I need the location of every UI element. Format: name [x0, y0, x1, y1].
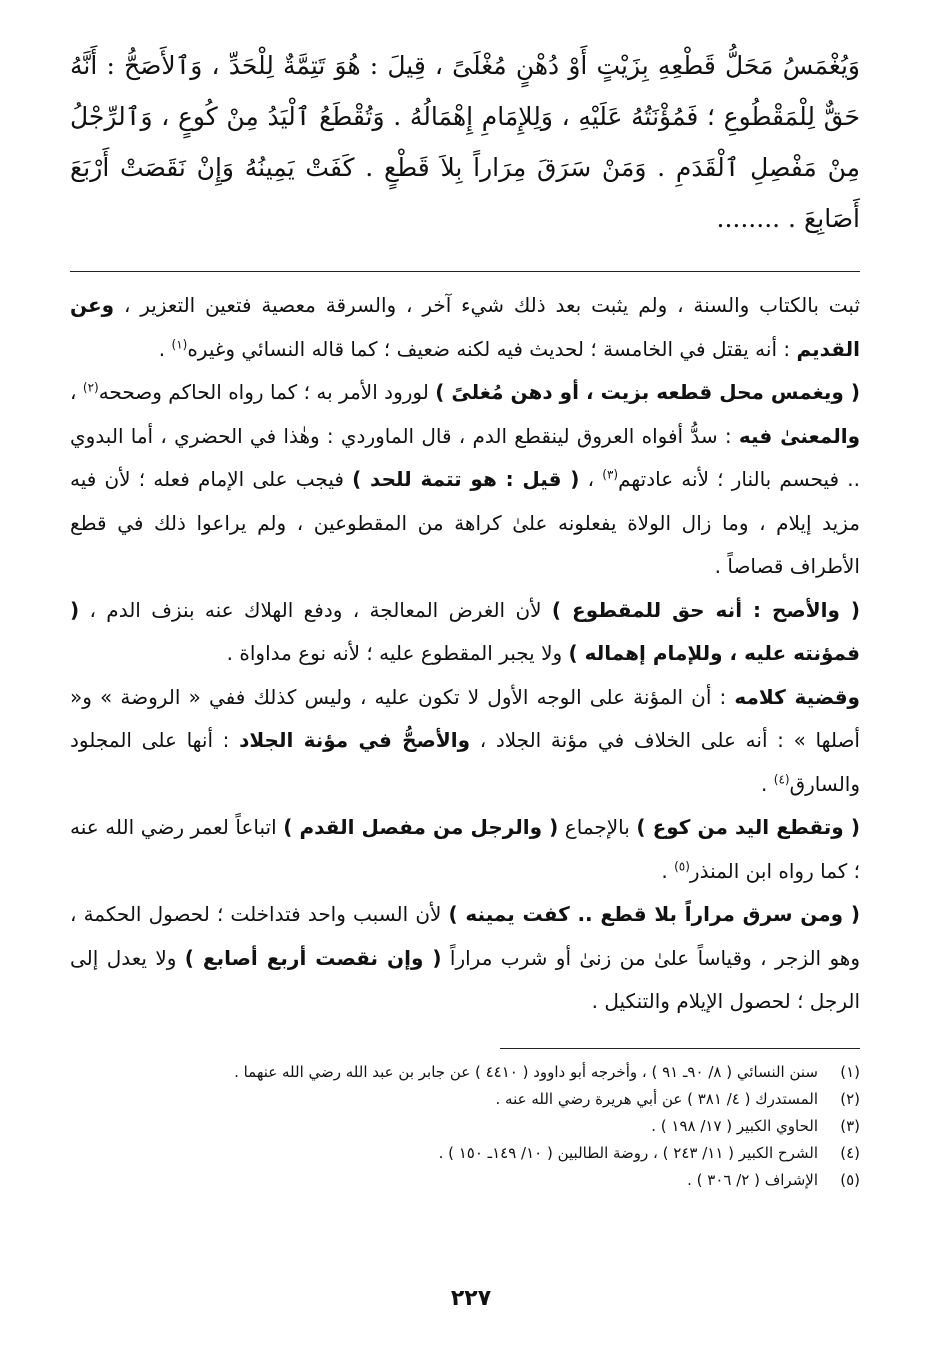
lemma: وعن القديم [70, 293, 860, 361]
lemma: والأصحُّ في مؤنة الجلاد [239, 728, 471, 752]
commentary-text: . [761, 771, 774, 796]
footnote-item [70, 1086, 860, 1113]
footnote-number: (١) [840, 1062, 860, 1081]
lemma: وقضية كلامه [734, 684, 860, 709]
lemma: ( ومن سرق مراراً بلا قطع .. كفت يمينه ) [448, 902, 860, 926]
footnote-number: (٥) [840, 1170, 860, 1189]
commentary-text: لورود الأمر به ؛ كما رواه الحاكم وصححه [98, 380, 436, 404]
commentary-text: : سدُّ أفواه العروق لينقطع الدم ، قال الماوردي : وهٰذا في الحضري ، أما البدوي .. فيحسم بالنار ؛ لأنه عادتهم [70, 423, 860, 491]
commentary-paragraph-4 [70, 676, 860, 807]
matn-body: وَيُغْمَسُ مَحَلُّ قَطْعِهِ بِزَيْتٍ أَوْ دُهْنٍ مُغْلَىً ، قِيلَ : هُوَ تَتِمَّةٌ لِلْحَدِّ ، وَٱلأَصَحُّ : أَنَّهُ حَقٌّ لِلْمَقْطُوعِ ؛ فَمُؤْنَتُهُ عَلَيْهِ ، وَلِلإِمَامِ إِهْمَالُهُ . وَتُقْطَعُ ٱلْيَدُ مِنْ كُوعٍ ، وَٱلرِّجْلُ مِنْ مَفْصِلِ ٱلْقَدَمِ . وَمَنْ سَرَقَ مِرَاراً بِلاَ قَطْعٍ . كَفَتْ يَمِينُهُ وَإِنْ نَقَصَتْ أَرْبَعَ أَصَابِعَ . [70, 51, 860, 233]
commentary-paragraph-3 [70, 589, 860, 676]
lemma: ( والأصح : أنه حق للمقطوع ) [551, 597, 860, 622]
commentary-paragraph-6 [70, 893, 860, 1024]
footnote-item [70, 1113, 860, 1140]
footnote-number: (٤) [840, 1143, 860, 1162]
matn-text [70, 40, 860, 244]
lemma: ( والرجل من مفصل القدم ) [283, 815, 559, 839]
lemma: ( فمؤنته عليه ، وللإمام إهماله ) [70, 597, 860, 665]
footnote-text: المستدرك ( ٤/ ٣٨١ ) عن أبي هريرة رضي الله عنه . [495, 1089, 818, 1108]
book-page [70, 40, 860, 1372]
commentary-text: بالإجماع [558, 815, 637, 839]
footnote-ref-4[interactable]: (٤) [773, 771, 790, 786]
commentary-text: . [158, 336, 172, 361]
commentary-text: : أنه يقتل في الخامسة ؛ لحديث فيه لكنه ضعيف ؛ كما قاله النسائي وغيره [187, 336, 791, 361]
commentary-text: : أن المؤنة على الوجه الأول لا تكون عليه ، وليس كذلك ففي « الروضة » و« أصلها » : أنه على الخلاف في مؤنة الجلاد ، [70, 684, 860, 752]
lemma: ( ويغمس محل قطعه بزيت ، أو دهن مُغلىً ) [435, 380, 860, 404]
footnote-text: الإشراف ( ٢/ ٣٠٦ ) . [687, 1170, 818, 1189]
commentary-text: ثبت بالكتاب والسنة ، ولم يثبت بعد ذلك شيء آخر ، والسرقة معصية فتعين التعزير ، [123, 293, 861, 317]
matn-separator [70, 271, 860, 272]
commentary-text: . [661, 858, 675, 883]
footnote-item [70, 1140, 860, 1167]
lemma: ( قيل : هو تتمة للحد ) [352, 467, 580, 491]
lemma: ( وإن نقصت أربع أصابع ) [184, 945, 442, 970]
commentary-text: ولا يجبر المقطوع عليه ؛ لأنه نوع مداواة . [226, 641, 569, 665]
lemma: ( وتقطع اليد من كوع ) [636, 815, 861, 839]
page-number: ٢٢٧ [450, 1286, 492, 1311]
footnote-text: الحاوي الكبير ( ١٧/ ١٩٨ ) . [651, 1116, 818, 1135]
commentary-text: لأن السبب واحد فتداخلت ؛ لحصول الحكمة ، وهو الزجر ، وقياساً علىٰ من زنىٰ أو شرب مراراً [70, 902, 861, 970]
commentary-paragraph-5 [70, 806, 860, 893]
footnote-separator [500, 1048, 860, 1049]
commentary-text: ، [70, 380, 83, 404]
commentary-text: ، [579, 467, 603, 491]
commentary-text: ولا يعدل إلى الرجل ؛ لحصول الإيلام والتنكيل . [70, 945, 860, 1013]
footnote-text: سنن النسائي ( ٨/ ٩٠ـ ٩١ ) ، وأخرجه أبو داوود ( ٤٤١٠ ) عن جابر بن عبد الله رضي الله عنهما . [234, 1062, 818, 1081]
commentary-text: لأن الغرض المعالجة ، ودفع الهلاك عنه بنزف الدم ، [79, 597, 552, 622]
footnote-item [70, 1167, 860, 1194]
footnotes-list [70, 1059, 860, 1194]
footnote-ref-3[interactable]: (٣) [602, 467, 619, 482]
commentary-paragraph-2 [70, 371, 860, 589]
footnote-number: (٢) [840, 1089, 860, 1108]
lemma: والمعنىٰ فيه [738, 423, 860, 448]
footnote-ref-5[interactable]: (٥) [674, 858, 690, 873]
commentary-text: اتباعاً لعمر رضي الله عنه ؛ كما رواه ابن المنذر [70, 815, 860, 883]
commentary-paragraph-1 [70, 284, 860, 371]
commentary-text: فيجب على الإمام فعله ؛ لأن فيه مزيد إيلام ، وما زال الولاة يفعلونه علىٰ كراهة من المقطوعين ، ولم يراعوا ذلك في قطع الأطراف قصاصاً . [70, 467, 860, 578]
commentary-text: : أنها على المجلود والسارق [70, 728, 860, 796]
footnote-number: (٣) [840, 1116, 860, 1135]
footnote-ref-2[interactable]: (٢) [82, 380, 99, 395]
footnote-text: الشرح الكبير ( ١١/ ٢٤٣ ) ، روضة الطالبين ( ١٠/ ١٤٩ـ ١٥٠ ) . [438, 1143, 818, 1162]
matn-ellipsis: ........ [716, 204, 781, 233]
footnote-ref-1[interactable]: (١) [171, 336, 188, 351]
commentary [70, 284, 860, 1024]
footnote-item [70, 1059, 860, 1086]
